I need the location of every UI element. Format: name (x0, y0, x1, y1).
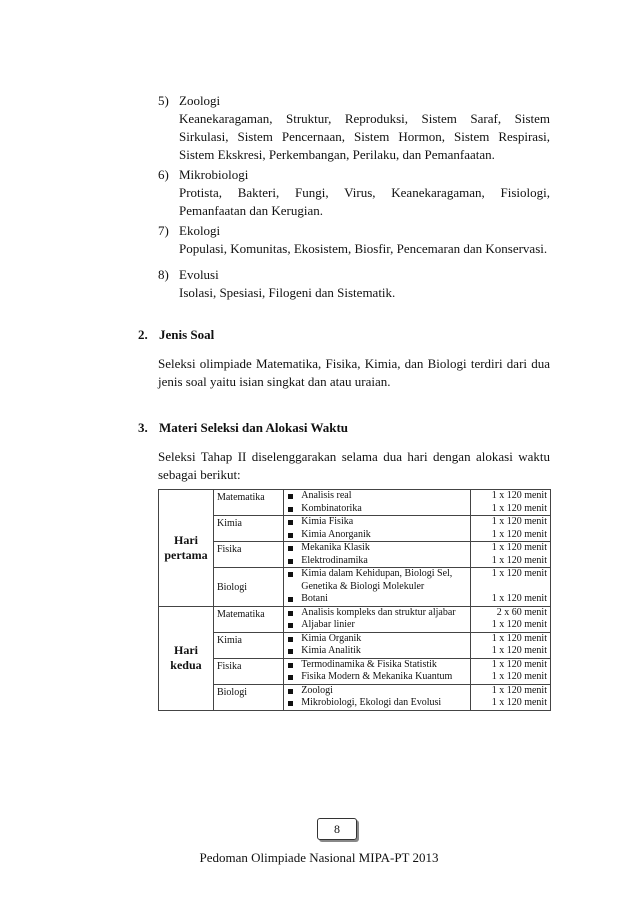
list-item-title: Ekologi (179, 223, 221, 238)
bullet-icon (288, 663, 293, 668)
list-item-6 (158, 166, 550, 220)
list-item-5 (158, 92, 550, 164)
topic-item (287, 490, 466, 503)
list-item-title: Evolusi (179, 267, 219, 282)
table-row (159, 632, 551, 658)
bullet-icon (288, 597, 293, 602)
table-row (159, 542, 551, 568)
topics-cell (284, 490, 470, 516)
bullet-icon (288, 572, 293, 577)
time-text: 1 x 120 menit (491, 568, 547, 579)
subject-cell: Kimia (213, 516, 283, 542)
bullet-icon (288, 533, 293, 538)
bullet-icon (288, 494, 293, 499)
topic-text: Botani (301, 593, 328, 604)
list-number: 6) (158, 167, 169, 182)
table-row (159, 516, 551, 542)
bullet-icon (288, 701, 293, 706)
day-label-line: Hari (173, 532, 198, 547)
time-text: 1 x 120 menit (491, 542, 547, 553)
bullet-icon (288, 675, 293, 680)
topic-text: Analisis real (301, 490, 352, 501)
subject-cell: Fisika (213, 658, 283, 684)
section-title: Jenis Soal (159, 327, 215, 342)
topic-text: Analisis kompleks dan struktur aljabar (301, 606, 456, 618)
topic-item (287, 671, 466, 684)
topic-text: Termodinamika & Fisika Statistik (301, 658, 437, 670)
time-text: 1 x 120 menit (491, 528, 547, 540)
subject-cell: Fisika (213, 542, 283, 568)
time-cell (470, 490, 550, 516)
topic-text: Mekanika Klasik (301, 542, 370, 553)
table-row (159, 568, 551, 607)
bullet-icon (288, 546, 293, 551)
time-text: 1 x 120 menit (491, 658, 547, 670)
topic-text: Kombinatorika (301, 502, 362, 514)
day-label-line: Hari (173, 643, 198, 657)
time-text: 2 x 60 menit (496, 606, 547, 618)
list-item-body: Protista, Bakteri, Fungi, Virus, Keanekaragaman, Fisiologi, Pemanfaatan dan Kerugian. (179, 185, 550, 218)
list-item-body: Populasi, Komunitas, Ekosistem, Biosfir, Pencemaran dan Konservasi. (179, 241, 548, 256)
topics-cell (284, 516, 470, 542)
topics-cell (284, 658, 470, 684)
subject-cell: Biologi (213, 684, 283, 710)
topics-cell (284, 684, 470, 710)
list-number: 7) (158, 223, 169, 238)
time-text: 1 x 120 menit (491, 632, 547, 644)
bullet-icon (288, 623, 293, 628)
schedule-table (158, 489, 551, 711)
time-text: 1 x 120 menit (491, 671, 547, 682)
time-cell (470, 658, 550, 684)
topic-item (287, 685, 466, 698)
bullet-icon (288, 649, 293, 654)
topics-cell (284, 606, 470, 632)
topic-item (287, 645, 466, 658)
topic-item (287, 593, 466, 606)
list-number: 8) (158, 267, 169, 282)
topic-item (287, 697, 466, 710)
list-item-7 (158, 222, 550, 258)
table-row (159, 606, 551, 632)
topic-text: Elektrodinamika (301, 554, 368, 566)
section-3-heading (138, 419, 348, 437)
time-text: 1 x 120 menit (491, 554, 547, 566)
list-item-title: Zoologi (179, 93, 221, 108)
topic-text: Kimia Fisika (301, 516, 354, 527)
topic-item (287, 619, 466, 632)
day-label-line: pertama (164, 547, 208, 562)
topics-cell (284, 568, 470, 607)
time-cell (470, 684, 550, 710)
topic-item (287, 607, 466, 620)
subject-cell: Biologi (213, 568, 283, 607)
table-row (159, 684, 551, 710)
section-title: Materi Seleksi dan Alokasi Waktu (159, 420, 349, 435)
subject-cell: Matematika (213, 490, 283, 516)
topic-text: Genetika & Biologi Molekuler (301, 580, 425, 592)
time-text: 1 x 120 menit (491, 697, 547, 708)
topic-text: Aljabar linier (301, 619, 355, 630)
subject-cell: Kimia (213, 632, 283, 658)
topic-text: Mikrobiologi, Ekologi dan Evolusi (301, 697, 442, 708)
time-cell (470, 606, 550, 632)
time-text: 1 x 120 menit (491, 619, 547, 630)
bullet-icon (288, 637, 293, 642)
bullet-icon (288, 689, 293, 694)
list-item-title: Mikrobiologi (179, 167, 249, 182)
time-cell (470, 542, 550, 568)
topic-continuation (287, 581, 466, 594)
topic-text: Zoologi (301, 684, 333, 696)
list-number: 5) (158, 93, 169, 108)
list-item-body: Isolasi, Spesiasi, Filogeni dan Sistematik. (179, 285, 396, 300)
topic-item (287, 503, 466, 516)
subject-cell: Matematika (213, 606, 283, 632)
bullet-icon (288, 507, 293, 512)
day-label-second (159, 606, 214, 710)
list-item-8 (158, 266, 550, 302)
topic-text: Kimia Analitik (301, 645, 361, 656)
time-text: 1 x 120 menit (491, 490, 547, 501)
table-row (159, 658, 551, 684)
topic-item (287, 568, 466, 581)
time-text: 1 x 120 menit (491, 684, 547, 696)
section-number: 3. (138, 420, 148, 435)
topic-item (287, 633, 466, 646)
topic-text: Kimia Anorganik (301, 528, 371, 540)
section-2-body: Seleksi olimpiade Matematika, Fisika, Kimia, dan Biologi terdiri dari dua jenis soal yaitu isian singkat dan atau uraian. (158, 356, 550, 389)
list-item-body: Keanekaragaman, Struktur, Reproduksi, Sistem Saraf, Sistem Sirkulasi, Sistem Pencernaan, Sistem Hormon, Sistem Respirasi, Sistem Ekskresi, Perkembangan, Perilaku, dan Pemanfaatan. (179, 111, 550, 162)
bullet-icon (288, 520, 293, 525)
topic-item (287, 529, 466, 542)
table-row (159, 490, 551, 516)
time-text: 1 x 120 menit (491, 593, 547, 604)
bullet-icon (288, 611, 293, 616)
topic-item (287, 516, 466, 529)
section-number: 2. (138, 327, 148, 342)
time-text: 1 x 120 menit (491, 645, 547, 656)
topic-text: Kimia dalam Kehidupan, Biologi Sel, (301, 568, 453, 579)
section-2-heading (138, 326, 214, 344)
page-number: 8 (317, 818, 357, 840)
topic-item (287, 659, 466, 672)
topics-cell (284, 542, 470, 568)
time-cell (470, 568, 550, 607)
time-cell (470, 632, 550, 658)
page-footer: Pedoman Olimpiade Nasional MIPA-PT 2013 (199, 850, 439, 865)
section-3-body: Seleksi Tahap II diselenggarakan selama dua hari dengan alokasi waktu sebagai berikut: (158, 449, 550, 482)
bullet-icon (288, 559, 293, 564)
topics-cell (284, 632, 470, 658)
day-label-line: kedua (170, 658, 202, 672)
topic-item (287, 542, 466, 555)
time-cell (470, 516, 550, 542)
time-text: 1 x 120 menit (491, 516, 547, 527)
topic-text: Fisika Modern & Mekanika Kuantum (301, 671, 453, 682)
day-label-first (159, 490, 214, 607)
topic-item (287, 555, 466, 568)
time-text: 1 x 120 menit (491, 502, 547, 514)
topic-text: Kimia Organik (301, 632, 362, 644)
